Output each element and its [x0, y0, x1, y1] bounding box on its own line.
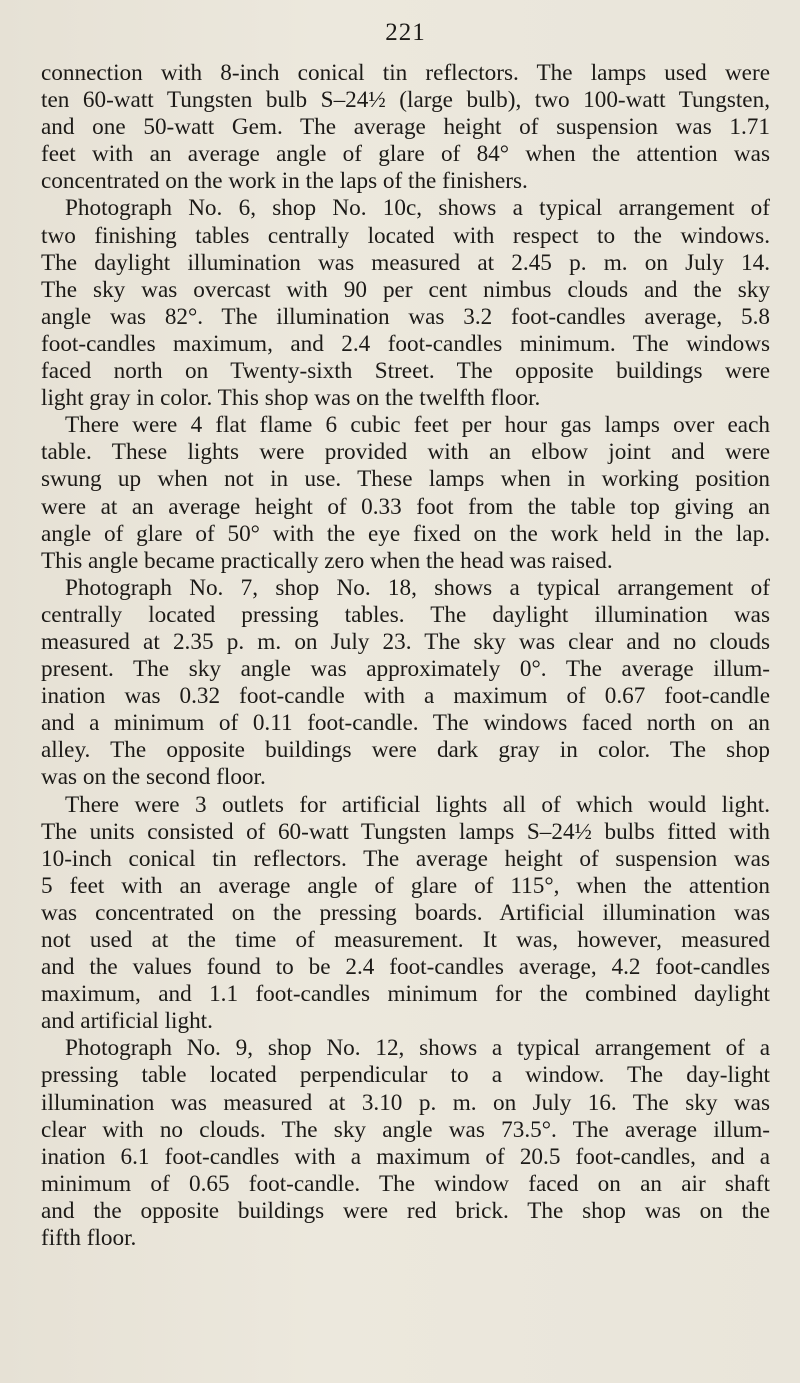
text-line: alley. The opposite buildings were dark gray in color. The shop — [41, 737, 770, 764]
text-line: swung up when not in use. These lamps when in working position — [41, 466, 770, 493]
text-line: two finishing tables centrally located with respect to the windows. — [41, 222, 770, 249]
text-line: light gray in color. This shop was on the twelfth floor. — [41, 385, 541, 412]
text-line: ination 6.1 foot-candles with a maximum of 20.5 foot-candles, and a — [41, 1143, 770, 1170]
text-line: ten 60-watt Tungsten bulb S–24½ (large bulb), two 100-watt Tungsten, — [41, 87, 770, 114]
paragraph — [41, 60, 770, 195]
text-line: There were 4 flat flame 6 cubic feet per hour gas lamps over each — [65, 412, 770, 439]
text-line: There were 3 outlets for artificial lights all of which would light. — [65, 791, 770, 818]
text-line: Photograph No. 7, shop No. 18, shows a typical arrangement of — [65, 574, 770, 601]
text-line: pressing table located perpendicular to a window. The day-light — [41, 1062, 770, 1089]
text-line: ination was 0.32 foot-candle with a maximum of 0.67 foot-candle — [41, 683, 770, 710]
text-line: illumination was measured at 3.10 p. m. on July 16. The sky was — [41, 1089, 770, 1116]
text-line: not used at the time of measurement. It was, however, measured — [41, 927, 770, 953]
text-line: and one 50-watt Gem. The average height of suspension was 1.71 — [41, 114, 770, 141]
text-line: The units consisted of 60-watt Tungsten lamps S–24½ bulbs fitted with — [41, 818, 770, 845]
text-line: clear with no clouds. The sky angle was 73.5°. The average illum- — [41, 1116, 770, 1143]
text-line: This angle became practically zero when the head was raised. — [41, 547, 613, 574]
text-line: fifth floor. — [41, 1225, 137, 1252]
text-line: and the opposite buildings were red brick. The shop was on the — [41, 1197, 770, 1224]
text-line: and the values found to be 2.4 foot-candles average, 4.2 foot-candles — [41, 954, 770, 981]
text-line: connection with 8-inch conical tin reflectors. The lamps used were — [41, 60, 770, 86]
text-line: The daylight illumination was measured at 2.45 p. m. on July 14. — [41, 249, 770, 276]
text-line: Photograph No. 6, shop No. 10c, shows a typical arrangement of — [65, 195, 770, 222]
paragraph — [41, 412, 770, 575]
text-line: feet with an average angle of glare of 84° when the attention was — [41, 141, 770, 168]
text-line: was on the second floor. — [41, 764, 266, 791]
text-line: and a minimum of 0.11 foot-candle. The windows faced north on an — [41, 710, 770, 737]
text-line: 5 feet with an average angle of glare of 115°, when the attention — [41, 872, 770, 899]
text-line: 10-inch conical tin reflectors. The average height of suspension was — [41, 845, 770, 872]
text-line: was concentrated on the pressing boards. Artificial illumination was — [41, 899, 770, 926]
text-line: table. These lights were provided with an elbow joint and were — [41, 439, 770, 466]
text-line: Photograph No. 9, shop No. 12, shows a typical arrangement of a — [65, 1035, 770, 1062]
text-line: and artificial light. — [41, 1008, 213, 1035]
paragraph — [41, 792, 770, 1036]
text-line: angle was 82°. The illumination was 3.2 foot-candles average, 5.8 — [41, 303, 770, 330]
text-line: maximum, and 1.1 foot-candles minimum for the combined daylight — [41, 981, 770, 1008]
text-line: The sky was overcast with 90 per cent nimbus clouds and the sky — [41, 276, 770, 303]
text-line: measured at 2.35 p. m. on July 23. The sky was clear and no clouds — [41, 628, 770, 655]
text-line: were at an average height of 0.33 foot from the table top giving an — [41, 493, 770, 520]
text-line: angle of glare of 50° with the eye fixed on the work held in the lap. — [41, 520, 770, 547]
paragraph — [41, 195, 770, 412]
paragraph — [41, 1035, 770, 1252]
text-line: minimum of 0.65 foot-candle. The window faced on an air shaft — [41, 1170, 770, 1197]
text-line: foot-candles maximum, and 2.4 foot-candles minimum. The windows — [41, 330, 770, 357]
text-line: present. The sky angle was approximately 0°. The average illum- — [41, 656, 770, 683]
text-line: faced north on Twenty-sixth Street. The opposite buildings were — [41, 358, 770, 385]
text-line: centrally located pressing tables. The daylight illumination was — [41, 601, 770, 628]
page-number: 221 — [385, 19, 426, 46]
paragraph — [41, 575, 770, 792]
body-text — [41, 60, 770, 1252]
text-line: concentrated on the work in the laps of the finishers. — [41, 168, 528, 195]
